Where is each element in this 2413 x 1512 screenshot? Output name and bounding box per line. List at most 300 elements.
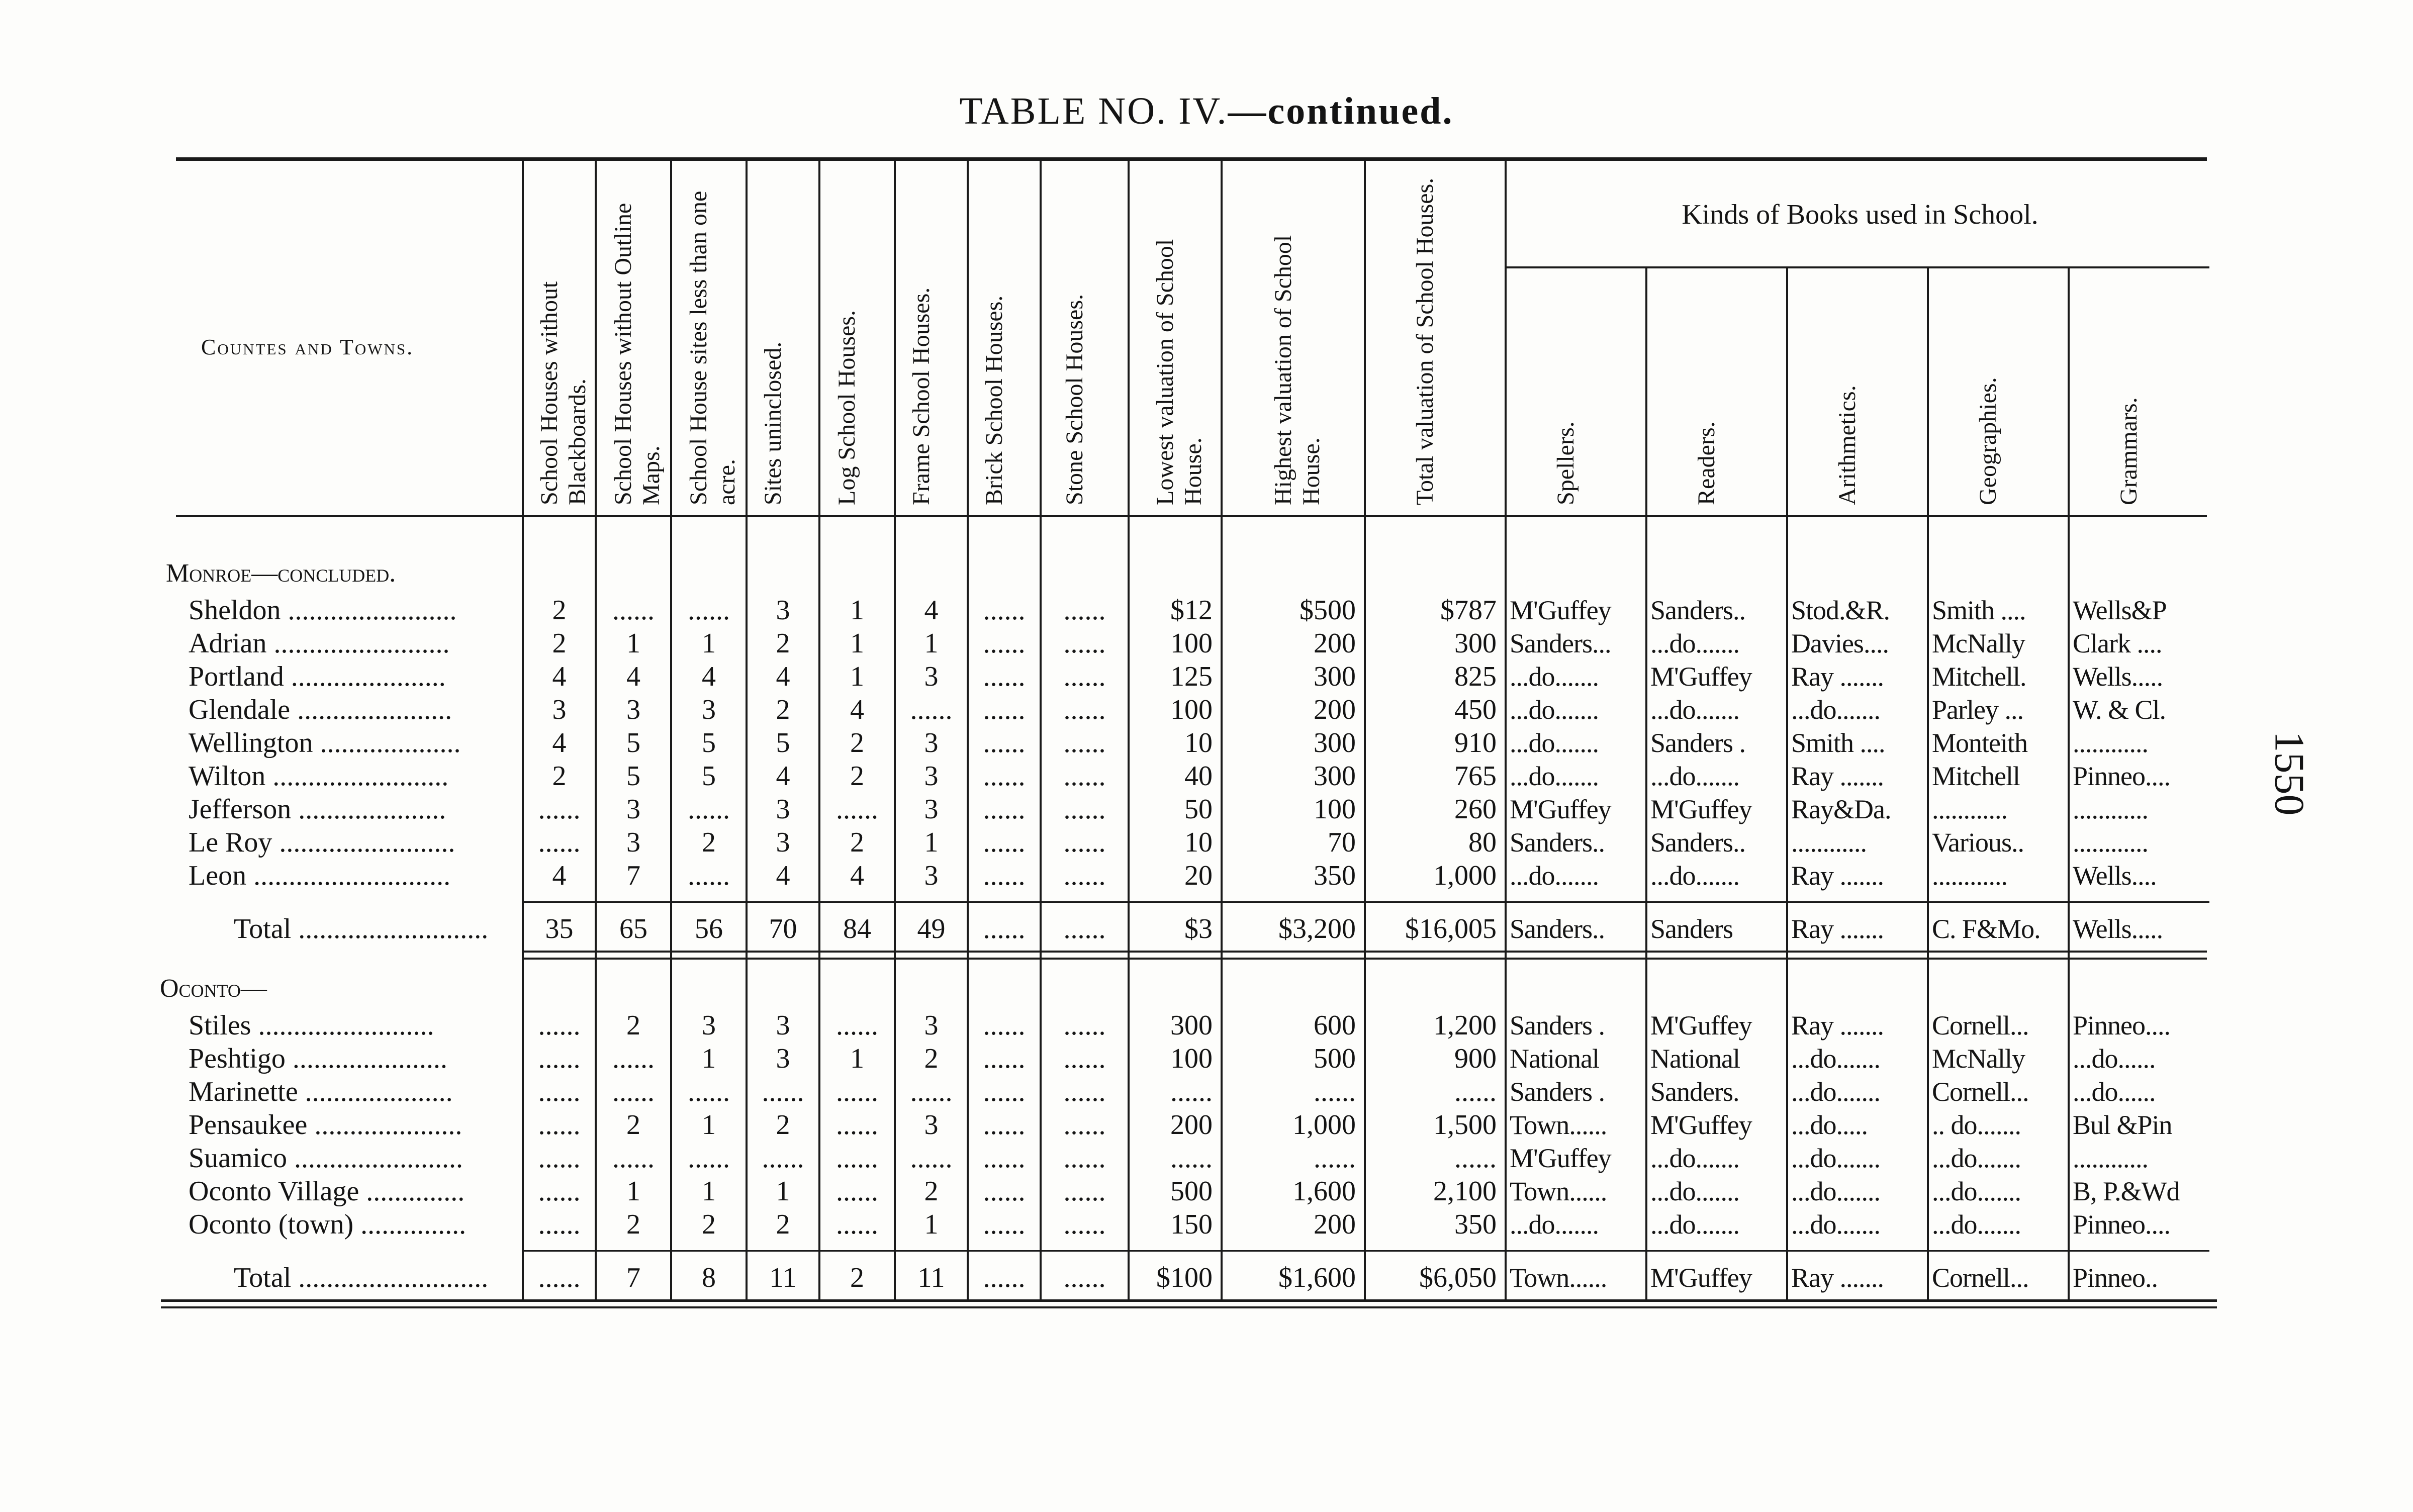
page-number: 1550 bbox=[2266, 731, 2313, 816]
cell-col-3: 2 bbox=[702, 827, 716, 858]
book-cell-3: Ray ....... bbox=[1791, 761, 1884, 791]
book-cell-3: Ray ....... bbox=[1791, 914, 1884, 944]
town-name: Jefferson ..................... bbox=[189, 794, 446, 825]
cell-col-1: 2 bbox=[552, 595, 567, 626]
book-cell-5: Wells.... bbox=[2073, 861, 2157, 891]
cell-col-10: 300 bbox=[1314, 761, 1356, 792]
cell-col-8: ...... bbox=[1063, 1176, 1106, 1207]
cell-col-5: 2 bbox=[850, 827, 864, 858]
cell-col-11: ...... bbox=[1454, 1076, 1497, 1107]
table-row bbox=[0, 1042, 2413, 1075]
book-cell-5: Wells..... bbox=[2073, 914, 2163, 944]
cell-col-4: 5 bbox=[776, 727, 790, 759]
cell-col-9: 100 bbox=[1170, 628, 1213, 659]
book-cell-2: Sanders.. bbox=[1650, 595, 1745, 625]
section-label: Oconto— bbox=[160, 974, 267, 1003]
cell-col-5: ...... bbox=[836, 1076, 878, 1107]
column-header-label: Readers. bbox=[1693, 421, 1720, 505]
cell-col-7: ...... bbox=[983, 827, 1026, 858]
cell-col-6: 3 bbox=[924, 1109, 939, 1141]
book-cell-4: Mitchell. bbox=[1932, 662, 2026, 692]
cell-col-11: 300 bbox=[1454, 628, 1497, 659]
cell-col-3: 56 bbox=[695, 913, 723, 944]
book-cell-1: ...do....... bbox=[1510, 861, 1599, 891]
cell-col-5: 4 bbox=[850, 694, 864, 725]
book-cell-3: Ray ....... bbox=[1791, 1263, 1884, 1293]
book-cell-5: ...do...... bbox=[2073, 1077, 2156, 1107]
book-cell-2: ...do....... bbox=[1650, 761, 1739, 791]
book-cell-3: Ray ....... bbox=[1791, 861, 1884, 891]
cell-col-2: ...... bbox=[612, 1143, 655, 1174]
cell-col-10: 100 bbox=[1314, 794, 1356, 825]
cell-col-1: 4 bbox=[552, 860, 567, 891]
column-header-label: Frame School Houses. bbox=[908, 287, 935, 505]
cell-col-9: $3 bbox=[1184, 913, 1213, 944]
cell-col-5: 2 bbox=[850, 761, 864, 792]
cell-col-7: ...... bbox=[983, 1109, 1026, 1141]
column-header-label: Log School Houses. bbox=[833, 310, 860, 505]
cell-col-2: 65 bbox=[619, 913, 647, 944]
book-cell-1: Town...... bbox=[1510, 1176, 1607, 1206]
cell-col-8: ...... bbox=[1063, 860, 1106, 891]
column-header-label: Lowest valuation of School House. bbox=[1152, 239, 1206, 505]
cell-col-10: $3,200 bbox=[1278, 913, 1356, 944]
book-cell-4: Monteith bbox=[1932, 728, 2027, 758]
cell-col-11: 350 bbox=[1454, 1209, 1497, 1240]
cell-col-11: $16,005 bbox=[1405, 913, 1497, 944]
book-cell-4: C. F&Mo. bbox=[1932, 914, 2040, 944]
cell-col-3: 4 bbox=[702, 661, 716, 692]
book-cell-3: Stod.&R. bbox=[1791, 595, 1890, 625]
column-header-15 bbox=[1928, 271, 2069, 505]
column-header-5 bbox=[819, 166, 895, 505]
book-cell-3: ...do....... bbox=[1791, 1077, 1880, 1107]
table-row bbox=[0, 660, 2413, 693]
cell-col-6: 3 bbox=[924, 860, 939, 891]
cell-col-7: ...... bbox=[983, 1076, 1026, 1107]
table-row bbox=[0, 1009, 2413, 1042]
town-name: Portland ...................... bbox=[189, 661, 446, 692]
cell-col-9: 125 bbox=[1170, 661, 1213, 692]
cell-col-7: ...... bbox=[983, 1209, 1026, 1240]
cell-col-10: 200 bbox=[1314, 1209, 1356, 1240]
book-cell-5: Wells&P bbox=[2073, 595, 2167, 625]
cell-col-1: 3 bbox=[552, 694, 567, 725]
book-cell-4: ............ bbox=[1932, 794, 2007, 824]
cell-col-11: 765 bbox=[1454, 761, 1497, 792]
column-header-1 bbox=[523, 166, 596, 505]
cell-col-5: 1 bbox=[850, 595, 864, 626]
total-label: Total ........................... bbox=[234, 1262, 489, 1293]
cell-col-3: 5 bbox=[702, 727, 716, 759]
book-cell-3: ...do....... bbox=[1791, 1044, 1880, 1074]
cell-col-11: 80 bbox=[1468, 827, 1497, 858]
table-row bbox=[0, 1108, 2413, 1142]
book-cell-5: ............ bbox=[2073, 827, 2148, 858]
cell-col-4: 2 bbox=[776, 1109, 790, 1141]
table-row bbox=[0, 726, 2413, 760]
book-cell-3: ...do....... bbox=[1791, 1143, 1880, 1173]
column-header-label: Geographies. bbox=[1975, 377, 2001, 505]
cell-col-10: 600 bbox=[1314, 1010, 1356, 1041]
cell-col-3: 3 bbox=[702, 694, 716, 725]
cell-col-1: ...... bbox=[538, 794, 581, 825]
book-cell-2: Sanders . bbox=[1650, 728, 1745, 758]
cell-col-10: 300 bbox=[1314, 727, 1356, 759]
cell-col-5: ...... bbox=[836, 1109, 878, 1141]
subtotal-rule bbox=[523, 1250, 2209, 1252]
cell-col-7: ...... bbox=[983, 661, 1026, 692]
cell-col-5: 2 bbox=[850, 1262, 864, 1293]
cell-col-4: ...... bbox=[762, 1076, 804, 1107]
book-cell-1: Town...... bbox=[1510, 1263, 1607, 1293]
cell-col-5: 4 bbox=[850, 860, 864, 891]
cell-col-1: ...... bbox=[538, 1262, 581, 1293]
cell-col-5: 84 bbox=[843, 913, 871, 944]
cell-col-5: 1 bbox=[850, 1043, 864, 1074]
cell-col-9: 40 bbox=[1184, 761, 1213, 792]
book-cell-1: ...do....... bbox=[1510, 662, 1599, 692]
book-cell-2: ...do....... bbox=[1650, 695, 1739, 725]
cell-col-6: 49 bbox=[917, 913, 946, 944]
cell-col-9: 150 bbox=[1170, 1209, 1213, 1240]
cell-col-9: 10 bbox=[1184, 727, 1213, 759]
book-cell-1: Sanders... bbox=[1510, 628, 1611, 658]
book-cell-2: ...do....... bbox=[1650, 1176, 1739, 1206]
cell-col-7: ...... bbox=[983, 860, 1026, 891]
book-cell-3: ...do....... bbox=[1791, 1176, 1880, 1206]
town-name: Oconto (town) ............... bbox=[189, 1209, 467, 1240]
table-row bbox=[0, 1075, 2413, 1108]
cell-col-11: $6,050 bbox=[1419, 1262, 1497, 1293]
book-cell-4: Cornell... bbox=[1932, 1010, 2029, 1041]
column-header-11 bbox=[1365, 166, 1506, 505]
book-cell-3: Smith .... bbox=[1791, 728, 1885, 758]
book-cell-3: Ray ....... bbox=[1791, 1010, 1884, 1041]
cell-col-4: 4 bbox=[776, 661, 790, 692]
column-header-label: Total valuation of School Houses. bbox=[1412, 177, 1438, 505]
cell-col-1: 2 bbox=[552, 628, 567, 659]
cell-col-2: 7 bbox=[626, 860, 640, 891]
cell-col-9: 100 bbox=[1170, 1043, 1213, 1074]
cell-col-2: 4 bbox=[626, 661, 640, 692]
cell-col-4: 70 bbox=[769, 913, 797, 944]
book-cell-2: Sanders.. bbox=[1650, 827, 1745, 858]
book-cell-3: Ray&Da. bbox=[1791, 794, 1891, 824]
book-cell-1: National bbox=[1510, 1044, 1599, 1074]
cell-col-5: ...... bbox=[836, 1010, 878, 1041]
book-cell-5: Wells..... bbox=[2073, 662, 2163, 692]
header-bottom-rule bbox=[176, 515, 2207, 517]
cell-col-9: 300 bbox=[1170, 1010, 1213, 1041]
book-cell-2: ...do....... bbox=[1650, 1209, 1739, 1240]
book-cell-2: ...do....... bbox=[1650, 861, 1739, 891]
column-header-2 bbox=[596, 166, 671, 505]
book-cell-1: M'Guffey bbox=[1510, 794, 1611, 824]
book-cell-2: M'Guffey bbox=[1650, 1263, 1752, 1293]
table-row bbox=[0, 627, 2413, 660]
column-header-label: School Houses without Outline Maps. bbox=[610, 203, 665, 505]
cell-col-3: 1 bbox=[702, 1109, 716, 1141]
book-cell-1: ...do....... bbox=[1510, 1209, 1599, 1240]
cell-col-6: 3 bbox=[924, 794, 939, 825]
cell-col-11: $787 bbox=[1440, 595, 1497, 626]
column-header-label: Sites uninclosed. bbox=[760, 341, 786, 505]
cell-col-5: ...... bbox=[836, 1143, 878, 1174]
book-cell-5: ............ bbox=[2073, 794, 2148, 824]
cell-col-1: 2 bbox=[552, 761, 567, 792]
cell-col-11: 900 bbox=[1454, 1043, 1497, 1074]
book-cell-5: B, P.&Wd bbox=[2073, 1176, 2180, 1206]
book-cell-2: M'Guffey bbox=[1650, 1010, 1752, 1041]
town-name: Leon ............................ bbox=[189, 860, 451, 891]
table-row bbox=[0, 859, 2413, 892]
cell-col-9: 20 bbox=[1184, 860, 1213, 891]
table-row bbox=[0, 693, 2413, 726]
book-cell-3: ...do..... bbox=[1791, 1110, 1868, 1140]
cell-col-5: 1 bbox=[850, 628, 864, 659]
bottom-rule-a bbox=[161, 1299, 2217, 1302]
cell-col-2: 2 bbox=[626, 1209, 640, 1240]
book-cell-2: M'Guffey bbox=[1650, 794, 1752, 824]
top-rule bbox=[176, 157, 2207, 161]
cell-col-2: ...... bbox=[612, 1076, 655, 1107]
cell-col-8: ...... bbox=[1063, 913, 1106, 944]
column-header-10 bbox=[1222, 166, 1365, 505]
cell-col-8: ...... bbox=[1063, 628, 1106, 659]
cell-col-6: ...... bbox=[910, 1076, 953, 1107]
cell-col-3: 5 bbox=[702, 761, 716, 792]
column-header-13 bbox=[1646, 271, 1787, 505]
cell-col-10: 1,600 bbox=[1292, 1176, 1356, 1207]
cell-col-4: 2 bbox=[776, 1209, 790, 1240]
cell-col-6: 1 bbox=[924, 628, 939, 659]
book-cell-5: Clark .... bbox=[2073, 628, 2162, 658]
cell-col-1: 4 bbox=[552, 727, 567, 759]
book-cell-3: ...do....... bbox=[1791, 695, 1880, 725]
cell-col-6: 3 bbox=[924, 1010, 939, 1041]
cell-col-8: ...... bbox=[1063, 761, 1106, 792]
book-cell-5: Pinneo.... bbox=[2073, 1209, 2171, 1240]
book-cell-4: Cornell... bbox=[1932, 1263, 2029, 1293]
cell-col-11: 910 bbox=[1454, 727, 1497, 759]
cell-col-11: 260 bbox=[1454, 794, 1497, 825]
book-cell-5: Bul &Pin bbox=[2073, 1110, 2172, 1140]
cell-col-11: 450 bbox=[1454, 694, 1497, 725]
column-header-label: School House sites less than one acre. bbox=[685, 191, 740, 505]
cell-col-1: ...... bbox=[538, 1076, 581, 1107]
cell-col-7: ...... bbox=[983, 1043, 1026, 1074]
cell-col-9: 100 bbox=[1170, 694, 1213, 725]
cell-col-3: ...... bbox=[688, 1143, 730, 1174]
town-name: Sheldon ........................ bbox=[189, 595, 457, 626]
column-header-label: Arithmetics. bbox=[1834, 385, 1861, 505]
cell-col-10: 200 bbox=[1314, 628, 1356, 659]
cell-col-4: 11 bbox=[769, 1262, 797, 1293]
book-cell-1: Sanders.. bbox=[1510, 914, 1605, 944]
cell-col-1: ...... bbox=[538, 1010, 581, 1041]
book-cell-1: ...do....... bbox=[1510, 728, 1599, 758]
book-cell-5: Pinneo.... bbox=[2073, 1010, 2171, 1041]
cell-col-3: ...... bbox=[688, 860, 730, 891]
cell-col-8: ...... bbox=[1063, 727, 1106, 759]
book-cell-4: McNally bbox=[1932, 1044, 2025, 1074]
column-header-7 bbox=[968, 166, 1041, 505]
cell-col-1: 4 bbox=[552, 661, 567, 692]
table-row bbox=[0, 1208, 2413, 1241]
book-cell-1: Sanders.. bbox=[1510, 827, 1605, 858]
cell-col-4: 4 bbox=[776, 761, 790, 792]
cell-col-9: 500 bbox=[1170, 1176, 1213, 1207]
cell-col-8: ...... bbox=[1063, 661, 1106, 692]
subtotal-rule bbox=[523, 901, 2209, 903]
book-cell-5: ............ bbox=[2073, 1143, 2148, 1173]
cell-col-7: ...... bbox=[983, 794, 1026, 825]
cell-col-7: ...... bbox=[983, 1176, 1026, 1207]
book-cell-5: W. & Cl. bbox=[2073, 695, 2166, 725]
cell-col-10: $500 bbox=[1300, 595, 1356, 626]
cell-col-8: ...... bbox=[1063, 1143, 1106, 1174]
book-cell-2: ...do....... bbox=[1650, 628, 1739, 658]
book-cell-1: M'Guffey bbox=[1510, 595, 1611, 625]
cell-col-9: 50 bbox=[1184, 794, 1213, 825]
cell-col-7: ...... bbox=[983, 1143, 1026, 1174]
cell-col-1: ...... bbox=[538, 827, 581, 858]
cell-col-3: ...... bbox=[688, 794, 730, 825]
book-cell-1: Town...... bbox=[1510, 1110, 1607, 1140]
cell-col-3: ...... bbox=[688, 1076, 730, 1107]
cell-col-10: 200 bbox=[1314, 694, 1356, 725]
cell-col-1: ...... bbox=[538, 1176, 581, 1207]
cell-col-2: 5 bbox=[626, 761, 640, 792]
book-cell-5: Pinneo.. bbox=[2073, 1263, 2158, 1293]
cell-col-10: 300 bbox=[1314, 661, 1356, 692]
book-cell-2: ...do....... bbox=[1650, 1143, 1739, 1173]
book-cell-4: ...do....... bbox=[1932, 1143, 2021, 1173]
cell-col-8: ...... bbox=[1063, 1109, 1106, 1141]
book-cell-3: Davies.... bbox=[1791, 628, 1889, 658]
book-cell-4: ............ bbox=[1932, 861, 2007, 891]
book-cell-3: Ray ....... bbox=[1791, 662, 1884, 692]
cell-col-1: ...... bbox=[538, 1043, 581, 1074]
cell-col-8: ...... bbox=[1063, 595, 1106, 626]
cell-col-4: 3 bbox=[776, 1010, 790, 1041]
cell-col-8: ...... bbox=[1063, 1262, 1106, 1293]
cell-col-5: ...... bbox=[836, 1209, 878, 1240]
column-header-8 bbox=[1041, 166, 1129, 505]
book-cell-4: .. do....... bbox=[1932, 1110, 2021, 1140]
books-group-header: Kinds of Books used in School. bbox=[1682, 199, 2038, 230]
town-name: Oconto Village .............. bbox=[189, 1176, 465, 1207]
cell-col-4: 1 bbox=[776, 1176, 790, 1207]
bottom-rule-b bbox=[161, 1306, 2217, 1308]
title-main: TABLE NO. IV. bbox=[959, 90, 1228, 132]
cell-col-10: 70 bbox=[1328, 827, 1356, 858]
town-name: Stiles ......................... bbox=[189, 1010, 434, 1041]
book-cell-2: M'Guffey bbox=[1650, 1110, 1752, 1140]
book-cell-2: Sanders. bbox=[1650, 1077, 1739, 1107]
book-cell-3: ............ bbox=[1791, 827, 1867, 858]
column-header-6 bbox=[895, 166, 968, 505]
column-header-label: Spellers. bbox=[1552, 421, 1579, 505]
cell-col-1: ...... bbox=[538, 1109, 581, 1141]
cell-col-4: ...... bbox=[762, 1143, 804, 1174]
town-name: Wilton ......................... bbox=[189, 761, 449, 792]
column-header-4 bbox=[747, 166, 819, 505]
cell-col-8: ...... bbox=[1063, 1209, 1106, 1240]
cell-col-5: ...... bbox=[836, 794, 878, 825]
cell-col-7: ...... bbox=[983, 761, 1026, 792]
cell-col-11: 1,000 bbox=[1433, 860, 1497, 891]
book-cell-5: ...do...... bbox=[2073, 1044, 2156, 1074]
cell-col-6: 4 bbox=[924, 595, 939, 626]
title-suffix: —continued. bbox=[1228, 90, 1454, 132]
book-cell-1: ...do....... bbox=[1510, 761, 1599, 791]
books-group-rule bbox=[1506, 266, 2209, 268]
cell-col-10: ...... bbox=[1314, 1076, 1356, 1107]
cell-col-10: 350 bbox=[1314, 860, 1356, 891]
cell-col-2: ...... bbox=[612, 595, 655, 626]
town-name: Wellington .................... bbox=[189, 727, 461, 759]
town-name: Glendale ...................... bbox=[189, 694, 452, 725]
town-name: Suamico ........................ bbox=[189, 1143, 463, 1174]
cell-col-9: $100 bbox=[1156, 1262, 1213, 1293]
cell-col-4: 3 bbox=[776, 595, 790, 626]
book-cell-5: ............ bbox=[2073, 728, 2148, 758]
row-label-header: Countes and Towns. bbox=[201, 335, 414, 359]
cell-col-2: ...... bbox=[612, 1043, 655, 1074]
cell-col-7: ...... bbox=[983, 727, 1026, 759]
section-label: Monroe—concluded. bbox=[166, 559, 396, 588]
cell-col-8: ...... bbox=[1063, 1076, 1106, 1107]
column-header-label: Highest valuation of School House. bbox=[1270, 235, 1325, 505]
cell-col-5: 2 bbox=[850, 727, 864, 759]
cell-col-11: 2,100 bbox=[1433, 1176, 1497, 1207]
cell-col-9: 200 bbox=[1170, 1109, 1213, 1141]
cell-col-6: 3 bbox=[924, 761, 939, 792]
cell-col-8: ...... bbox=[1063, 794, 1106, 825]
book-cell-1: Sanders . bbox=[1510, 1077, 1605, 1107]
column-header-16 bbox=[2069, 271, 2209, 505]
cell-col-6: ...... bbox=[910, 694, 953, 725]
cell-col-3: 1 bbox=[702, 1176, 716, 1207]
column-header-label: School Houses without Blackboards. bbox=[536, 281, 591, 505]
book-cell-4: ...do....... bbox=[1932, 1176, 2021, 1206]
cell-col-9: 10 bbox=[1184, 827, 1213, 858]
cell-col-1: ...... bbox=[538, 1143, 581, 1174]
book-cell-1: M'Guffey bbox=[1510, 1143, 1611, 1173]
cell-col-9: $12 bbox=[1170, 595, 1213, 626]
cell-col-6: 2 bbox=[924, 1176, 939, 1207]
cell-col-8: ...... bbox=[1063, 1043, 1106, 1074]
cell-col-6: ...... bbox=[910, 1143, 953, 1174]
cell-col-10: 1,000 bbox=[1292, 1109, 1356, 1141]
table-row bbox=[0, 1175, 2413, 1208]
book-cell-4: Mitchell bbox=[1932, 761, 2020, 791]
cell-col-11: 825 bbox=[1454, 661, 1497, 692]
cell-col-4: 3 bbox=[776, 827, 790, 858]
town-name: Peshtigo ...................... bbox=[189, 1043, 447, 1074]
cell-col-3: 8 bbox=[702, 1262, 716, 1293]
cell-col-2: 2 bbox=[626, 1109, 640, 1141]
cell-col-11: 1,500 bbox=[1433, 1109, 1497, 1141]
table-row bbox=[0, 1142, 2413, 1175]
book-cell-5: Pinneo.... bbox=[2073, 761, 2171, 791]
cell-col-5: 1 bbox=[850, 661, 864, 692]
cell-col-7: ...... bbox=[983, 913, 1026, 944]
book-cell-2: National bbox=[1650, 1044, 1740, 1074]
cell-col-2: 1 bbox=[626, 1176, 640, 1207]
